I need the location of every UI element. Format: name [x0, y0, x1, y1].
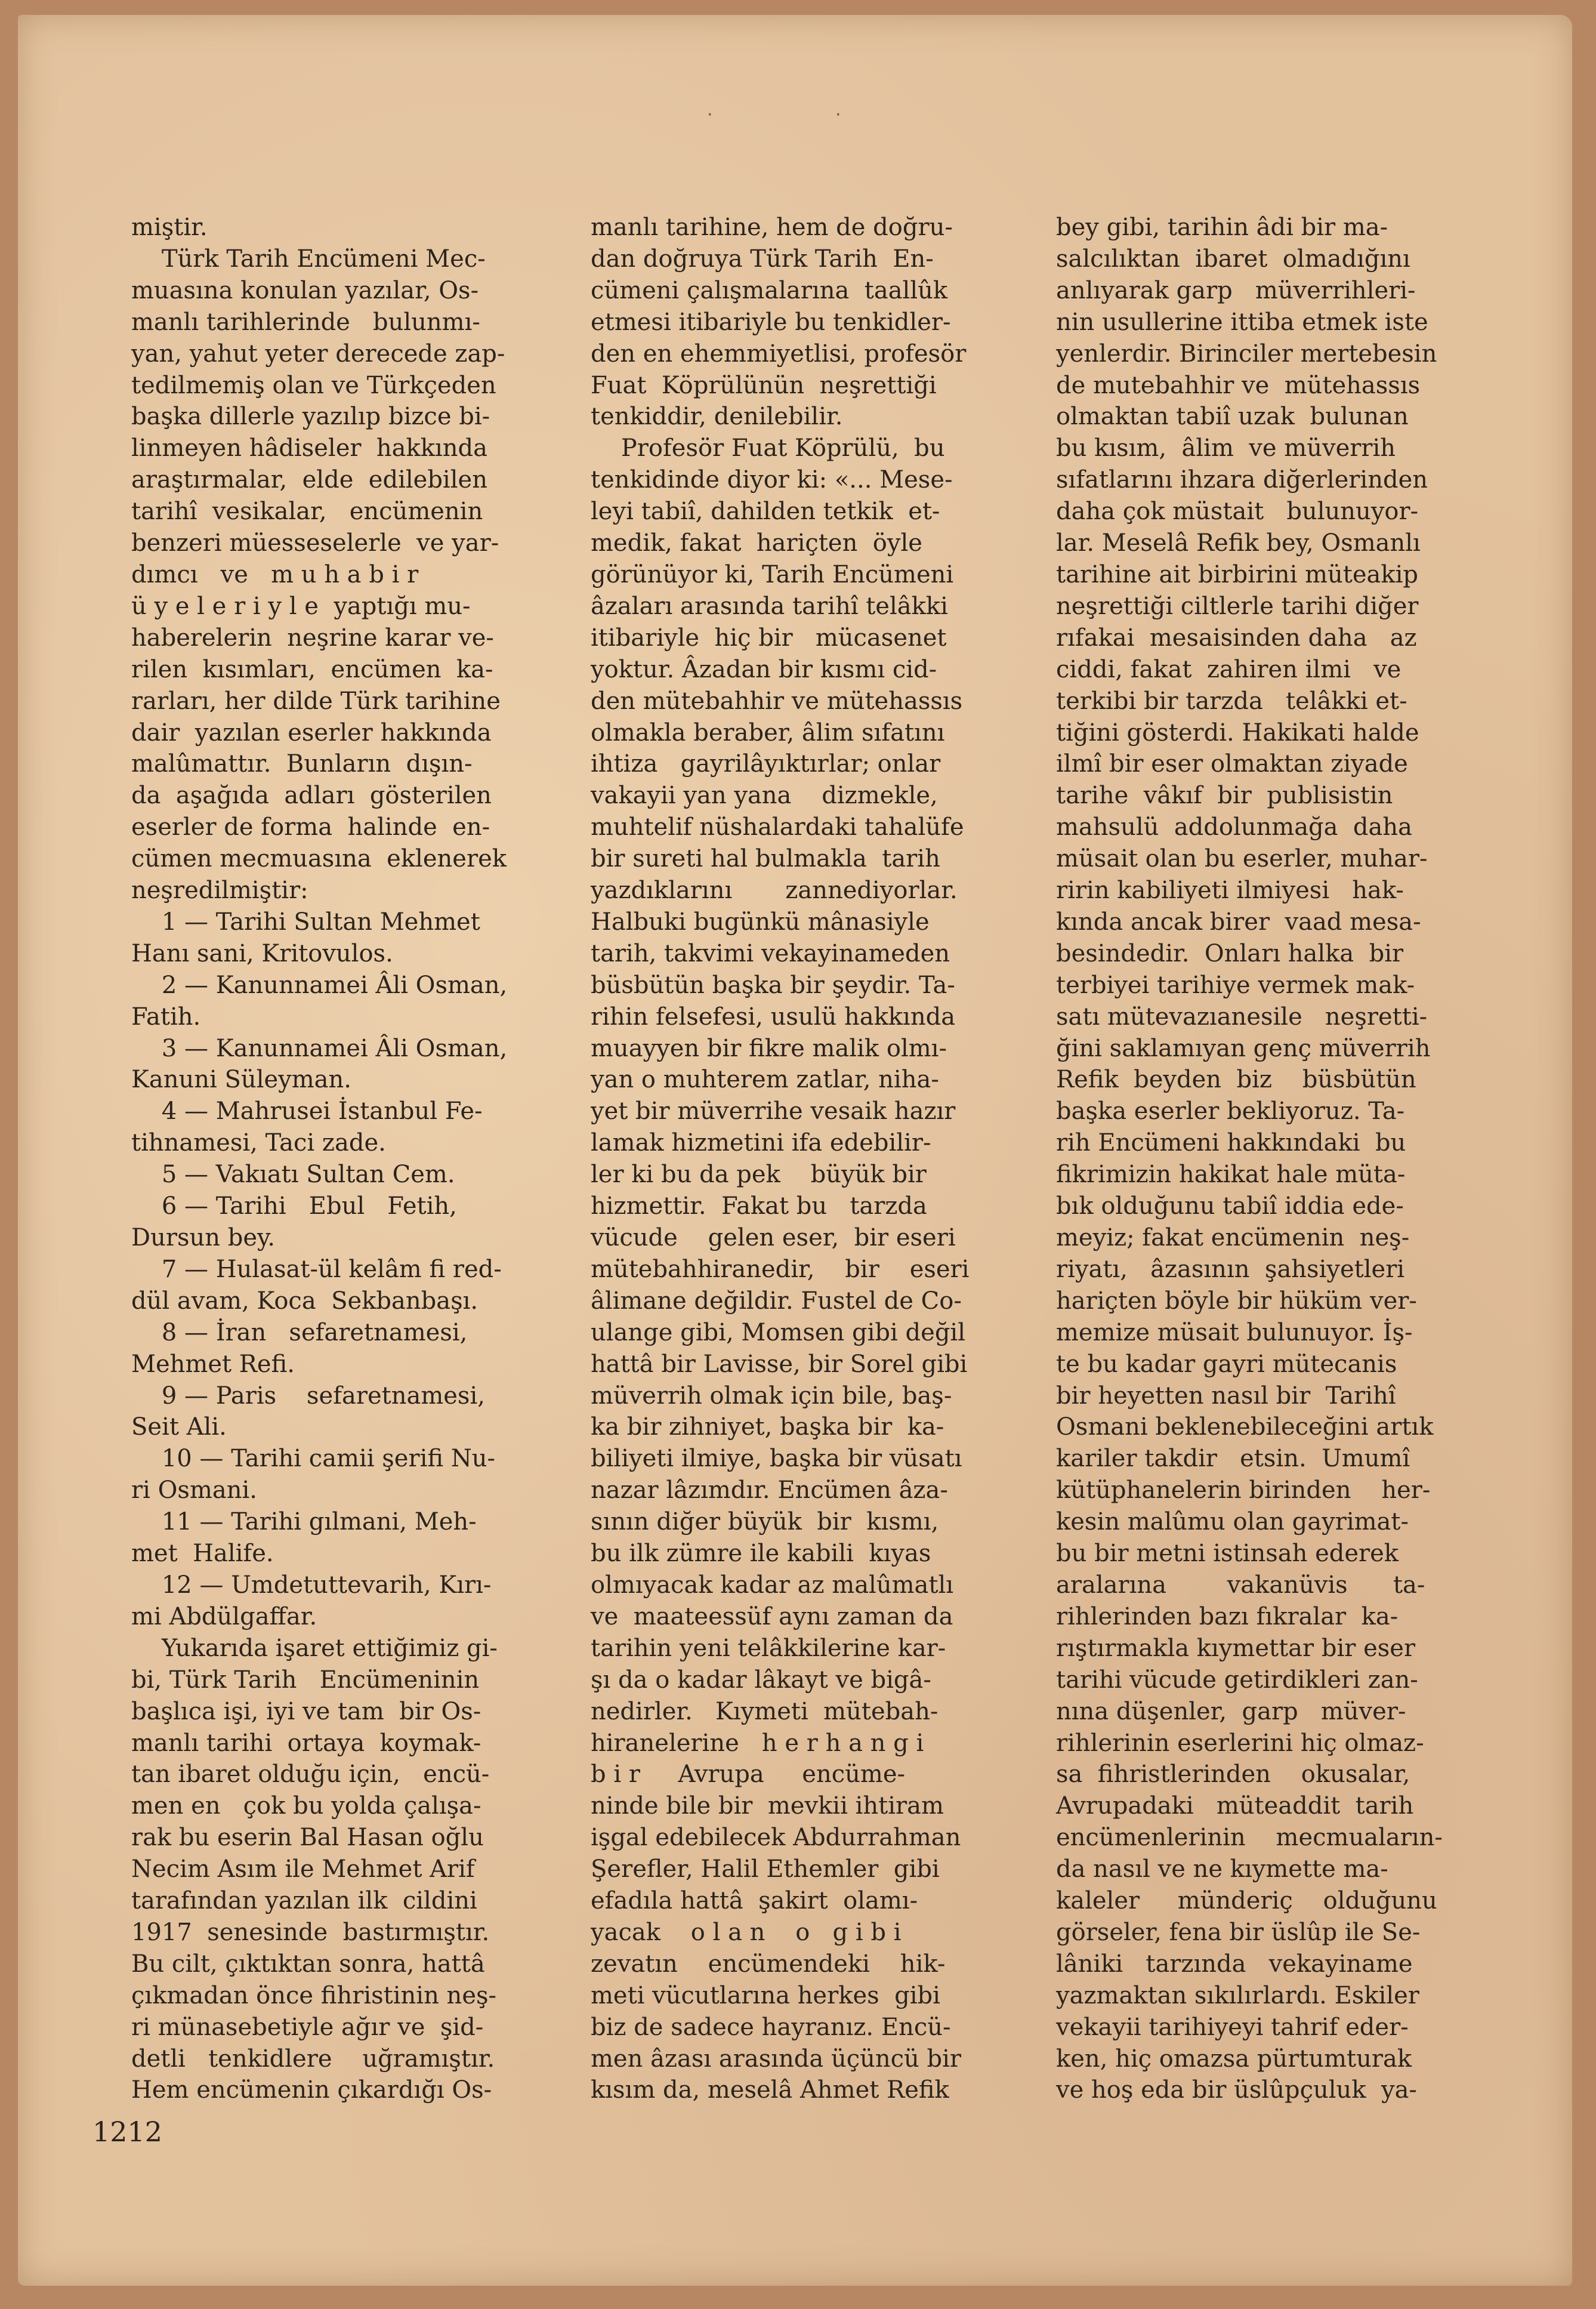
text-line: 10 — Tarihi camii şerifi Nu- — [131, 1445, 496, 1473]
text-line: ve maateessüf aynı zaman da — [591, 1602, 953, 1630]
text-line: kında ancak birer vaad mesa- — [1056, 908, 1421, 936]
text-line: men âzası arasında üçüncü bir — [591, 2045, 962, 2073]
text-column-2 — [591, 212, 1008, 2106]
text-line: tan ibaret olduğu için, encü- — [131, 1761, 490, 1789]
text-line: başka dillerle yazılıp bizce bi- — [131, 403, 490, 431]
text-line: tarihî vesikalar, encümenin — [131, 498, 483, 526]
text-line: müsait olan bu eserler, muhar- — [1056, 845, 1428, 873]
text-line: etmesi itibariyle bu tenkidler- — [591, 308, 951, 336]
text-line: da aşağıda adları gösterilen — [131, 782, 492, 810]
text-line: bu kısım, âlim ve müverrih — [1056, 434, 1396, 463]
text-line: meti vücutlarına herkes gibi — [591, 1981, 940, 2009]
text-line: çıkmadan önce fihristinin neş- — [131, 1981, 497, 2009]
text-line: tarihi vücude getirdikleri zan- — [1056, 1666, 1418, 1694]
text-line: başka eserler bekliyoruz. Ta- — [1056, 1098, 1405, 1126]
text-line: şı da o kadar lâkayt ve bigâ- — [591, 1666, 931, 1694]
text-line: işgal edebilecek Abdurrahman — [591, 1824, 961, 1852]
text-line: miştir. — [131, 214, 208, 241]
text-line: yenlerdir. Birinciler mertebesin — [1056, 340, 1437, 368]
text-line: 1917 senesinde bastırmıştır. — [131, 1918, 490, 1946]
text-line: men en çok bu yolda çalışa- — [131, 1792, 481, 1820]
text-line: kariler takdir etsin. Umumî — [1056, 1445, 1410, 1473]
text-line: 9 — Paris sefaretnamesi, — [131, 1382, 485, 1410]
text-line: cümeni çalışmalarına taallûk — [591, 276, 948, 304]
text-line: başlıca işi, iyi ve tam bir Os- — [131, 1697, 481, 1725]
text-line: rihlerinin eserlerini hiç olmaz- — [1056, 1729, 1424, 1757]
text-line: rıfakai mesaisinden daha az — [1056, 624, 1417, 652]
text-column-3 — [1056, 212, 1474, 2106]
text-line: dül avam, Koca Sekbanbaşı. — [131, 1287, 479, 1315]
text-line: neşrettiği ciltlerle tarihi diğer — [1056, 592, 1419, 620]
text-line: yet bir müverrihe vesaik hazır — [591, 1098, 956, 1126]
text-line: sının diğer büyük bir kısmı, — [591, 1508, 939, 1536]
page-number: 1212 — [92, 2116, 163, 2148]
text-line: Avrupadaki müteaddit tarih — [1056, 1792, 1414, 1820]
text-line: yazmaktan sıkılırlardı. Eskiler — [1056, 1981, 1419, 2009]
text-line: ninde bile bir mevkii ihtiram — [591, 1792, 944, 1820]
text-line: ihtiza gayrilâyıktırlar; onlar — [591, 750, 941, 778]
text-line: Bu cilt, çıktıktan sonra, hattâ — [131, 1950, 485, 1978]
text-line: tarihin yeni telâkkilerine kar- — [591, 1634, 946, 1662]
text-line: detli tenkidlere uğramıştır. — [131, 2045, 495, 2073]
text-line: den en ehemmiyetlisi, profesör — [591, 340, 967, 368]
text-line: bir sureti hal bulmakla tarih — [591, 845, 940, 873]
text-line: olmakla beraber, âlim sıfatını — [591, 719, 945, 747]
text-line: fikrimizin hakikat hale müta- — [1056, 1161, 1406, 1189]
text-line: vücude gelen eser, bir eseri — [591, 1224, 956, 1251]
text-line: met Halife. — [131, 1540, 274, 1568]
text-line: biliyeti ilmiye, başka bir vüsatı — [591, 1445, 962, 1473]
text-line: Profesör Fuat Köprülü, bu — [591, 434, 945, 463]
text-line: leyi tabiî, dahilden tetkik et- — [591, 498, 940, 526]
text-line: mi Abdülgaffar. — [131, 1602, 317, 1630]
text-line: ri münasebetiyle ağır ve şid- — [131, 2013, 484, 2041]
text-line: lamak hizmetini ifa edebilir- — [591, 1129, 931, 1157]
text-line: bey gibi, tarihin âdi bir ma- — [1056, 214, 1388, 241]
text-line: Dursun bey. — [131, 1224, 275, 1251]
text-line: Halbuki bugünkü mânasiyle — [591, 908, 930, 936]
text-line: tarihe vâkıf bir publisistin — [1056, 782, 1393, 810]
text-line: ciddi, fakat zahiren ilmi ve — [1056, 655, 1401, 683]
text-line: bu ilk zümre ile kabili kıyas — [591, 1540, 931, 1568]
text-line: ve hoş eda bir üslûpçuluk ya- — [1056, 2076, 1417, 2104]
text-line: Refik beyden biz büsbütün — [1056, 1066, 1416, 1094]
text-line: dımcı ve m u h a b i r — [131, 560, 419, 588]
text-line: de mutebahhir ve mütehassıs — [1056, 371, 1421, 399]
text-line: da nasıl ve ne kıymette ma- — [1056, 1855, 1388, 1883]
text-line: efadıla hattâ şakirt olamı- — [591, 1887, 918, 1915]
text-line: bir heyetten nasıl bir Tarihî — [1056, 1382, 1396, 1410]
text-line: sa fihristlerinden okusalar, — [1056, 1761, 1410, 1789]
text-line: rihin felsefesi, usulü hakkında — [591, 1003, 956, 1031]
text-line: tedilmemiş olan ve Türkçeden — [131, 371, 496, 399]
text-line: tarih, takvimi vekayinameden — [591, 939, 950, 967]
text-line: te bu kadar gayri mütecanis — [1056, 1350, 1397, 1378]
text-line: tihnamesi, Taci zade. — [131, 1129, 386, 1157]
text-line: Fuat Köprülünün neşrettiği — [591, 371, 937, 399]
text-line: tarafından yazılan ilk cildini — [131, 1887, 477, 1915]
text-line: neşredilmiştir: — [131, 877, 308, 905]
text-line: 6 — Tarihi Ebul Fetih, — [131, 1192, 457, 1220]
text-line: nin usullerine ittiba etmek iste — [1056, 308, 1428, 336]
text-line: satı mütevazıanesile neşretti- — [1056, 1003, 1428, 1031]
text-line: eserler de forma halinde en- — [131, 813, 490, 841]
text-line: hiranelerine h e r h a n g i — [591, 1729, 924, 1757]
text-line: ri Osmani. — [131, 1476, 257, 1505]
text-line: tenkidinde diyor ki: «... Mese- — [591, 466, 953, 494]
text-line: aralarına vakanüvis ta- — [1056, 1571, 1425, 1599]
text-line: yan o muhterem zatlar, niha- — [591, 1066, 939, 1094]
document-page — [18, 15, 1572, 2286]
text-line: tenkiddir, denilebilir. — [591, 403, 843, 431]
text-line: 12 — Umdetuttevarih, Kırı- — [131, 1571, 492, 1599]
text-line: manlı tarihlerinde bulunmı- — [131, 308, 480, 336]
text-line: encümenlerinin mecmuaların- — [1056, 1824, 1443, 1852]
text-line: ü y e l e r i y l e yaptığı mu- — [131, 592, 471, 620]
text-line: 3 — Kanunnamei Âli Osman, — [131, 1034, 508, 1062]
text-line: dan doğruya Türk Tarih En- — [591, 245, 934, 273]
text-line: yazdıklarını zannediyorlar. — [591, 877, 958, 905]
text-line: ulange gibi, Momsen gibi değil — [591, 1318, 966, 1346]
text-line: Kanuni Süleyman. — [131, 1066, 352, 1094]
text-line: manlı tarihi ortaya koymak- — [131, 1729, 481, 1757]
text-line: ğini saklamıyan genç müverrih — [1056, 1034, 1431, 1062]
text-line: nına düşenler, garp müver- — [1056, 1697, 1406, 1725]
text-line: vekayii tarihiyeyi tahrif eder- — [1056, 2013, 1409, 2041]
text-line: Şerefler, Halil Ethemler gibi — [591, 1855, 940, 1883]
text-line: Fatih. — [131, 1003, 201, 1031]
text-line: görünüyor ki, Tarih Encümeni — [591, 560, 954, 588]
print-mark: · — [835, 104, 841, 125]
text-line: malûmattır. Bunların dışın- — [131, 750, 473, 778]
text-line: itibariyle hiç bir mücasenet — [591, 624, 947, 652]
text-line: olmaktan tabiî uzak bulunan — [1056, 403, 1409, 431]
text-line: ka bir zihniyet, başka bir ka- — [591, 1413, 944, 1441]
text-line: âzaları arasında tarihî telâkki — [591, 592, 948, 620]
text-line: riyatı, âzasının şahsiyetleri — [1056, 1255, 1405, 1283]
text-line: 7 — Hulasat-ül kelâm fi red- — [131, 1255, 502, 1283]
text-line: yoktur. Âzadan bir kısmı cid- — [591, 655, 937, 683]
text-line: rihlerinden bazı fıkralar ka- — [1056, 1602, 1399, 1630]
text-line: bi, Türk Tarih Encümeninin — [131, 1666, 480, 1694]
text-line: medik, fakat hariçten öyle — [591, 529, 922, 557]
text-line: Türk Tarih Encümeni Mec- — [131, 245, 486, 273]
text-line: muayyen bir fikre malik olmı- — [591, 1034, 947, 1062]
text-line: olmıyacak kadar az malûmatlı — [591, 1571, 954, 1599]
text-line: hattâ bir Lavisse, bir Sorel gibi — [591, 1350, 968, 1378]
text-line: rih Encümeni hakkındaki bu — [1056, 1129, 1406, 1157]
text-line: görseler, fena bir üslûp ile Se- — [1056, 1918, 1421, 1946]
text-line: anlıyarak garp müverrihleri- — [1056, 276, 1416, 304]
text-line: yan, yahut yeter derecede zap- — [131, 340, 505, 368]
text-line: zevatın encümendeki hik- — [591, 1950, 946, 1978]
text-line: terkibi bir tarzda telâkki et- — [1056, 687, 1407, 715]
text-line: daha çok müstait bulunuyor- — [1056, 498, 1419, 526]
text-line: Mehmet Refi. — [131, 1350, 295, 1378]
text-line: nazar lâzımdır. Encümen âza- — [591, 1476, 948, 1505]
text-line: sıfatlarını ihzara diğerlerinden — [1056, 466, 1428, 494]
text-line: benzeri müesseselerle ve yar- — [131, 529, 499, 557]
text-line: haberelerin neşrine karar ve- — [131, 624, 494, 652]
text-line: Osmani beklenebileceğini artık — [1056, 1413, 1434, 1441]
text-line: Yukarıda işaret ettiğimiz gi- — [131, 1634, 498, 1662]
text-line: âlimane değildir. Fustel de Co- — [591, 1287, 962, 1315]
text-line: bu bir metni istinsah ederek — [1056, 1540, 1399, 1568]
text-line: 2 — Kanunnamei Âli Osman, — [131, 971, 508, 999]
text-line: lar. Meselâ Refik bey, Osmanlı — [1056, 529, 1421, 557]
text-line: dair yazılan eserler hakkında — [131, 719, 492, 747]
text-line: b i r Avrupa encüme- — [591, 1761, 906, 1789]
text-line: büsbütün başka bir şeydir. Ta- — [591, 971, 955, 999]
text-line: rıştırmakla kıymettar bir eser — [1056, 1634, 1416, 1662]
text-line: mahsulü addolunmağa daha — [1056, 813, 1412, 841]
text-line: vakayii yan yana dizmekle, — [591, 782, 938, 810]
text-line: tiğini gösterdi. Hakikati halde — [1056, 719, 1419, 747]
text-line: mütebahhiranedir, bir eseri — [591, 1255, 970, 1283]
text-line: rilen kısımları, encümen ka- — [131, 655, 493, 683]
print-mark: · — [707, 104, 713, 125]
text-line: Seit Ali. — [131, 1413, 227, 1441]
text-line: besindedir. Onları halka bir — [1056, 939, 1404, 967]
text-line: tarihine ait birbirini müteakip — [1056, 560, 1418, 588]
text-line: Hem encümenin çıkardığı Os- — [131, 2076, 492, 2104]
text-line: memize müsait bulunuyor. İş- — [1056, 1318, 1413, 1346]
text-line: salcılıktan ibaret olmadığını — [1056, 245, 1410, 273]
text-line: ler ki bu da pek büyük bir — [591, 1161, 927, 1189]
text-line: 4 — Mahrusei İstanbul Fe- — [131, 1098, 483, 1126]
text-line: rarları, her dilde Türk tarihine — [131, 687, 501, 715]
text-line: muhtelif nüshalardaki tahalüfe — [591, 813, 964, 841]
text-line: kütüphanelerin birinden her- — [1056, 1476, 1431, 1505]
text-line: hizmettir. Fakat bu tarzda — [591, 1192, 927, 1220]
text-line: den mütebahhir ve mütehassıs — [591, 687, 963, 715]
text-line: manlı tarihine, hem de doğru- — [591, 214, 953, 241]
text-line: kısım da, meselâ Ahmet Refik — [591, 2076, 949, 2104]
text-line: lâniki tarzında vekayiname — [1056, 1950, 1413, 1978]
text-line: Hanı sani, Kritovulos. — [131, 939, 393, 967]
text-line: nedirler. Kıymeti mütebah- — [591, 1697, 939, 1725]
text-line: kesin malûmu olan gayrimat- — [1056, 1508, 1409, 1536]
text-line: rak bu eserin Bal Hasan oğlu — [131, 1824, 484, 1852]
text-line: bık olduğunu tabiî iddia ede- — [1056, 1192, 1404, 1220]
text-line: muasına konulan yazılar, Os- — [131, 276, 479, 304]
text-line: 1 — Tarihi Sultan Mehmet — [131, 908, 480, 936]
text-line: müverrih olmak için bile, baş- — [591, 1382, 952, 1410]
text-column-1 — [131, 212, 549, 2106]
text-line: hariçten böyle bir hüküm ver- — [1056, 1287, 1417, 1315]
text-line: 5 — Vakıatı Sultan Cem. — [131, 1161, 455, 1189]
text-line: 11 — Tarihi gılmani, Meh- — [131, 1508, 477, 1536]
text-line: 8 — İran sefaretnamesi, — [131, 1318, 468, 1346]
text-line: araştırmalar, elde edilebilen — [131, 466, 487, 494]
text-line: ririn kabiliyeti ilmiyesi hak- — [1056, 877, 1404, 905]
text-line: kaleler münderiç olduğunu — [1056, 1887, 1437, 1915]
text-line: cümen mecmuasına eklenerek — [131, 845, 507, 873]
text-line: yacak o l a n o g i b i — [591, 1918, 902, 1946]
text-line: biz de sadece hayranız. Encü- — [591, 2013, 951, 2041]
text-line: terbiyei tarihiye vermek mak- — [1056, 971, 1415, 999]
text-line: meyiz; fakat encümenin neş- — [1056, 1224, 1410, 1251]
text-line: ken, hiç omazsa pürtumturak — [1056, 2045, 1412, 2073]
text-line: ilmî bir eser olmaktan ziyade — [1056, 750, 1408, 778]
text-line: linmeyen hâdiseler hakkında — [131, 434, 488, 463]
text-line: Necim Asım ile Mehmet Arif — [131, 1855, 475, 1883]
